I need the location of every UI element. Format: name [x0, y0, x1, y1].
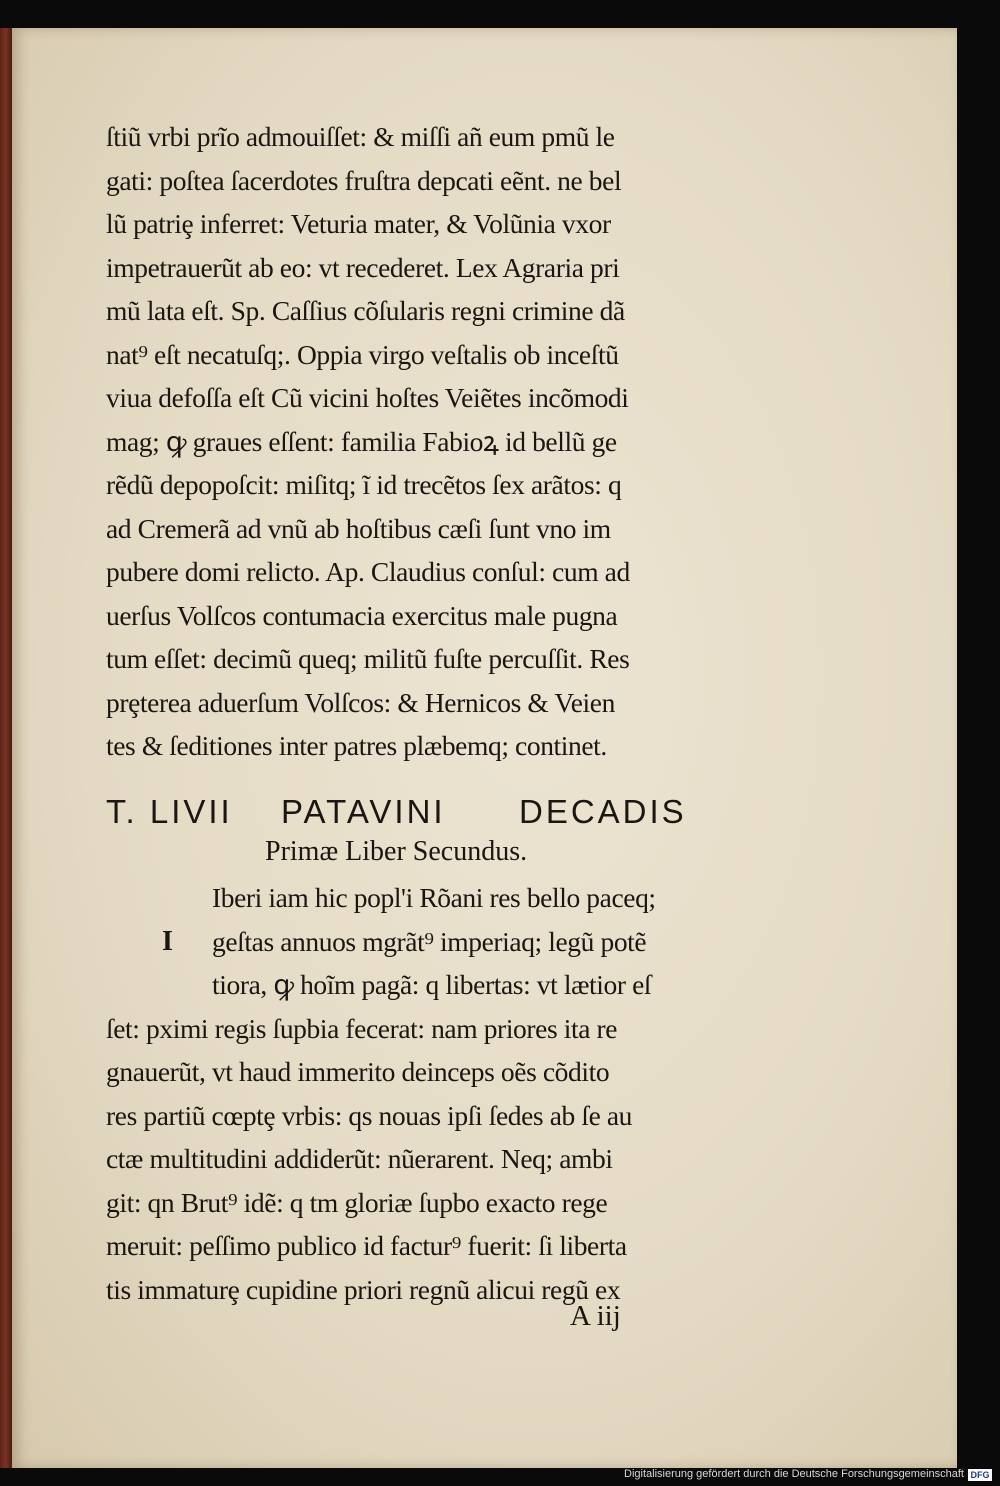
- text-line: mag; ꝙ graues eſſent: familia Fabioꝝ id bellũ ge: [106, 425, 617, 457]
- text-line: git: qn Brut⁹ idẽ: q tm gloriæ ſupbo exacto rege: [106, 1186, 608, 1218]
- signature-mark: A iij: [570, 1300, 621, 1332]
- text-line: ſtiũ vrbi prĩo admouiſſet: & miſſi añ eum pmũ le: [106, 121, 615, 152]
- text-line: uerſus Volſcos contumacia exercitus male pugna: [106, 599, 618, 631]
- text-line: gati: poſtea ſacerdotes fruſtra depcati eẽnt. ne bel: [106, 164, 622, 196]
- text-line: lũ patriȩ inferret: Veturia mater, & Volũnia vxor: [106, 208, 611, 239]
- text-line: ctæ multitudini addiderũt: nũerarent. Neq; ambi: [106, 1143, 613, 1174]
- dfg-logo: DFG: [968, 1469, 992, 1481]
- book-page: [12, 28, 957, 1468]
- text-line: gnauerũt, vt haud immerito deinceps oẽs cõdito: [106, 1056, 610, 1087]
- text-line: rẽdũ depopoſcit: miſitq; ĩ id trecẽtos ſex arãtos: q: [106, 469, 622, 500]
- section-subheading: Primæ Liber Secundus.: [265, 836, 528, 867]
- digitization-credit: Digitalisierung gefördert durch die Deutsche Forschungsgemeinschaft: [624, 1468, 964, 1480]
- text-line: viua defoſſa eſt Cũ vicini hoſtes Veiẽtes incõmodi: [106, 382, 629, 413]
- text-block-body: [106, 876, 756, 1311]
- text-line: meruit: peſſimo publico id factur⁹ fuerit: ſi liberta: [106, 1230, 627, 1261]
- heading-part: T. LIVII: [106, 793, 233, 830]
- text-line: prȩterea aduerſum Volſcos: & Hernicos & Veien: [106, 686, 615, 718]
- text-line: pubere domi relicto. Ap. Claudius conſul: cum ad: [106, 556, 630, 587]
- heading-part: PATAVINI: [281, 793, 446, 830]
- heading-part: DECADIS: [519, 793, 687, 830]
- text-line: ſet: pximi regis ſupbia fecerat: nam priores ita re: [106, 1012, 618, 1044]
- text-line: tes & ſeditiones inter patres plæbemq; continet.: [106, 730, 607, 761]
- initial-letter: I: [162, 926, 173, 957]
- text-line: tum eſſet: decimũ queq; militũ fuſte percuſſit. Res: [106, 643, 630, 674]
- text-line: impetrauerũt ab eo: vt recederet. Lex Agraria pri: [106, 251, 620, 283]
- text-line: Iberi iam hic popl'i Rõani res bello paceq;: [212, 882, 656, 913]
- text-line: nat⁹ eſt necatuſq;. Oppia virgo veſtalis ob inceſtũ: [106, 338, 619, 370]
- text-line: mũ lata eſt. Sp. Caſſius cõſularis regni crimine dã: [106, 295, 625, 326]
- text-line: tiora, ꝙ hoĩm pagã: q libertas: vt lætior eſ: [212, 969, 652, 1000]
- text-line: res partiũ cœptȩ vrbis: qs nouas ipſi ſedes ab ſe au: [106, 1099, 633, 1131]
- text-line: ad Cremerã ad vnũ ab hoſtibus cæſi ſunt vno im: [106, 512, 611, 544]
- text-block-top: [106, 115, 756, 768]
- text-line: geſtas annuos mgrãt⁹ imperiaq; legũ potẽ: [212, 925, 647, 957]
- text-line: tis immaturȩ cupidine priori regnũ alicui regũ ex: [106, 1273, 621, 1305]
